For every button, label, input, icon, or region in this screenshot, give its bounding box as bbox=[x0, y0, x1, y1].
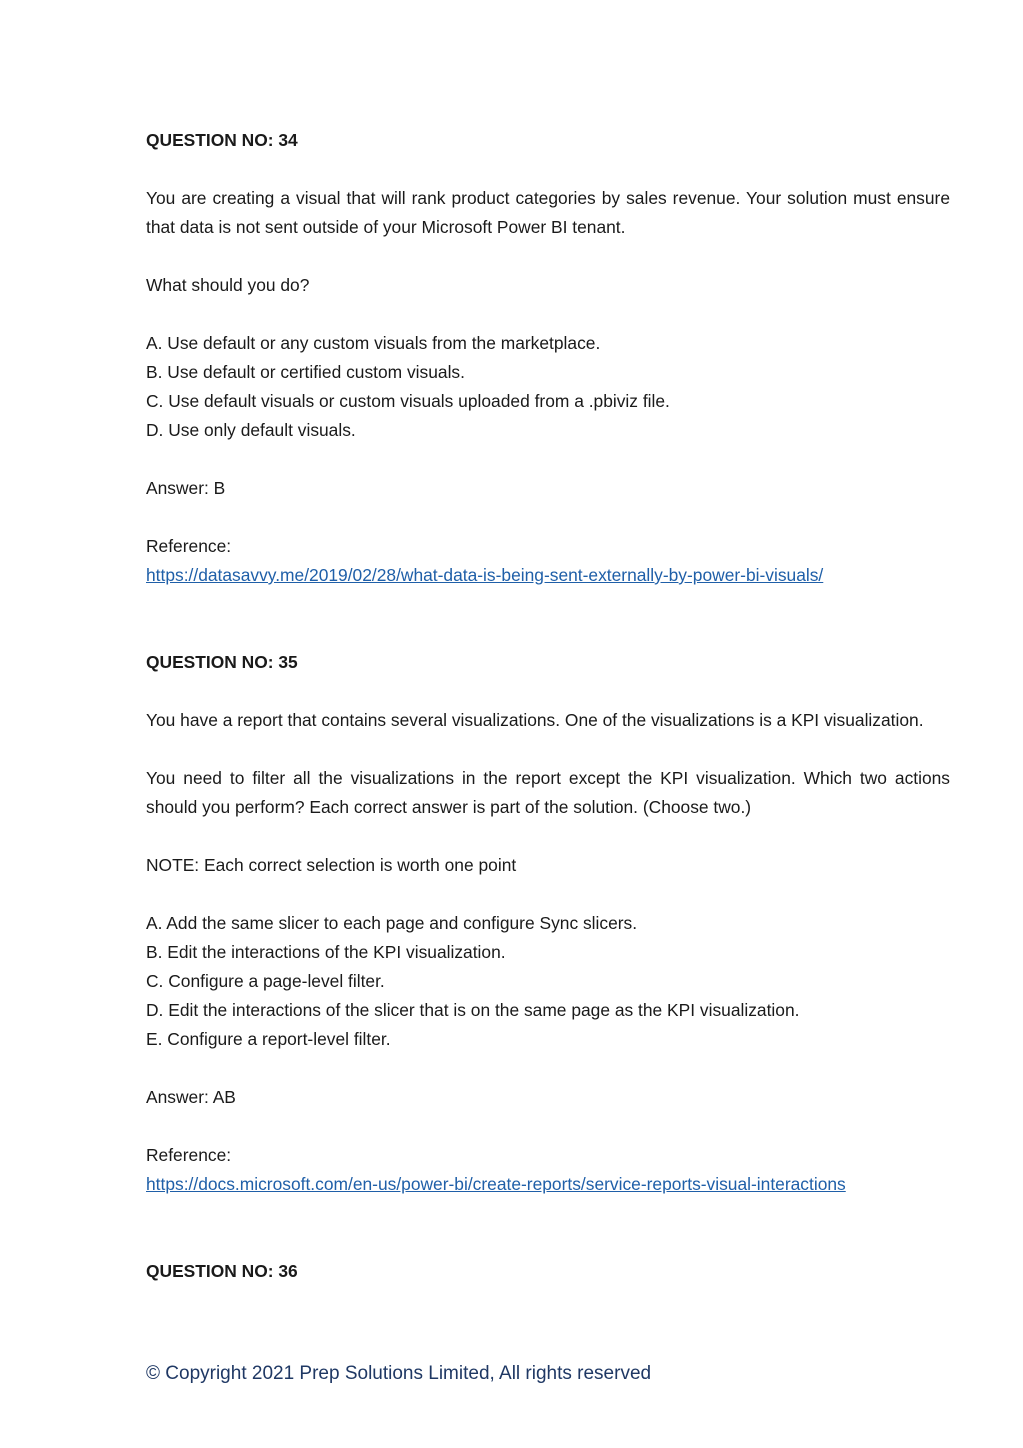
option-b: B. Use default or certified custom visuals. bbox=[146, 362, 465, 382]
question-stem: You are creating a visual that will rank product categories by sales revenue. Your solution must ensure that data is not sent outside of your Microsoft Power BI tenant. bbox=[146, 188, 950, 237]
page-content bbox=[146, 126, 950, 1286]
question-36 bbox=[146, 1257, 950, 1286]
reference-label: Reference: bbox=[146, 1145, 232, 1165]
reference-label: Reference: bbox=[146, 536, 232, 556]
question-prompt: What should you do? bbox=[146, 275, 310, 295]
option-a: A. Use default or any custom visuals from the marketplace. bbox=[146, 333, 601, 353]
question-prompt: You need to filter all the visualizations in the report except the KPI visualization. Which two actions should you perform? Each correct answer is part of the solution. (Choose two.) bbox=[146, 768, 950, 817]
option-b: B. Edit the interactions of the KPI visualization. bbox=[146, 942, 506, 962]
question-stem: You have a report that contains several visualizations. One of the visualizations is a KPI visualization. bbox=[146, 710, 924, 730]
option-c: C. Configure a page-level filter. bbox=[146, 971, 385, 991]
question-heading: QUESTION NO: 36 bbox=[146, 1261, 298, 1281]
question-heading: QUESTION NO: 35 bbox=[146, 652, 298, 672]
reference-link[interactable]: https://datasavvy.me/2019/02/28/what-data-is-being-sent-externally-by-power-bi-visuals/ bbox=[146, 565, 824, 585]
option-c: C. Use default visuals or custom visuals uploaded from a .pbiviz file. bbox=[146, 391, 670, 411]
question-note: NOTE: Each correct selection is worth one point bbox=[146, 855, 517, 875]
option-d: D. Use only default visuals. bbox=[146, 420, 356, 440]
answer-options bbox=[146, 329, 950, 445]
answer-options bbox=[146, 909, 950, 1054]
answer-text: Answer: AB bbox=[146, 1087, 236, 1107]
question-spacer bbox=[146, 590, 950, 648]
answer-text: Answer: B bbox=[146, 478, 226, 498]
option-d: D. Edit the interactions of the slicer that is on the same page as the KPI visualization. bbox=[146, 1000, 800, 1020]
question-spacer bbox=[146, 1199, 950, 1257]
reference-link[interactable]: https://docs.microsoft.com/en-us/power-bi/create-reports/service-reports-visual-interactions bbox=[146, 1174, 846, 1194]
question-heading: QUESTION NO: 34 bbox=[146, 130, 298, 150]
copyright-footer: © Copyright 2021 Prep Solutions Limited, All rights reserved bbox=[146, 1363, 652, 1384]
option-e: E. Configure a report-level filter. bbox=[146, 1029, 391, 1049]
question-34 bbox=[146, 126, 950, 590]
question-35 bbox=[146, 648, 950, 1199]
option-a: A. Add the same slicer to each page and configure Sync slicers. bbox=[146, 913, 638, 933]
